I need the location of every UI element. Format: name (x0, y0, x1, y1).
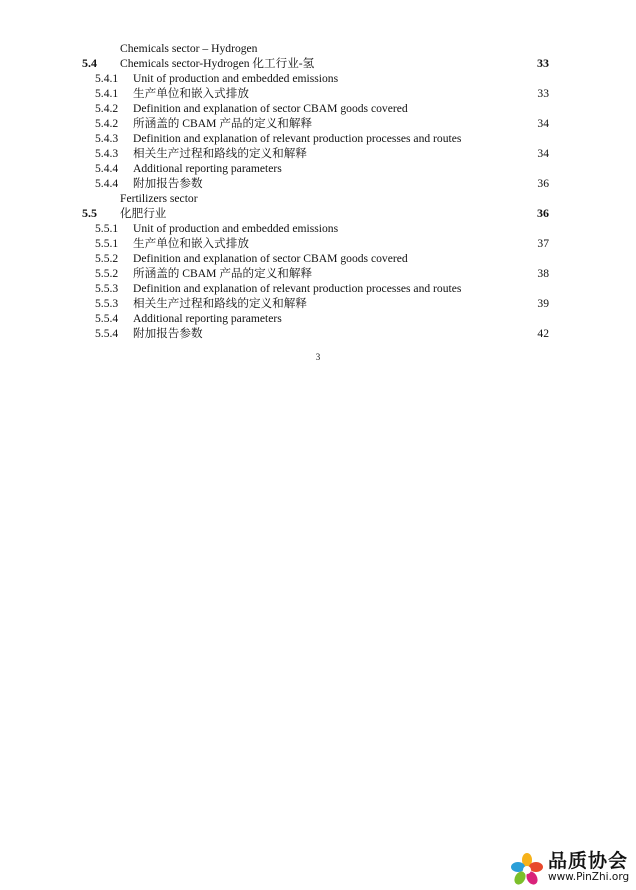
toc-number: 5.4.2 (95, 102, 119, 115)
toc-page-number: 34 (537, 117, 549, 130)
toc-heading-text: Chemicals sector – Hydrogen (120, 42, 258, 55)
toc-page-number: 33 (537, 87, 549, 100)
toc-page-number: 37 (537, 237, 549, 250)
page-footer-number: 3 (315, 352, 321, 362)
toc-number: 5.4.3 (95, 132, 119, 145)
toc-page-number: 34 (537, 147, 549, 160)
toc-number: 5.5.4 (95, 312, 119, 325)
toc-title[interactable]: Chemicals sector-Hydrogen 化工行业-氢 (120, 57, 315, 70)
toc-number: 5.5.2 (95, 252, 119, 265)
toc-entry-5-4[interactable] (0, 56, 636, 71)
toc-page-number: 36 (537, 177, 549, 190)
toc-title[interactable]: Unit of production and embedded emissions (133, 222, 339, 235)
toc-page-number: 33 (537, 56, 549, 70)
toc-entry-5-5-3-en[interactable] (0, 281, 636, 296)
toc-number: 5.5.3 (95, 297, 119, 310)
toc-number: 5.4.2 (95, 117, 119, 130)
toc-entry-5-4-4-cn[interactable] (0, 176, 636, 191)
toc-entry-5-5-1-en[interactable] (0, 221, 636, 236)
toc-page-number: 36 (537, 206, 549, 220)
toc-title[interactable]: 生产单位和嵌入式排放 (133, 87, 249, 100)
toc-entry-5-5-1-cn[interactable] (0, 236, 636, 251)
toc-title[interactable]: 相关生产过程和路线的定义和解释 (133, 297, 307, 310)
toc-number: 5.4.1 (95, 87, 119, 100)
toc-heading-hydrogen (0, 41, 636, 56)
toc-entry-5-5-2-en[interactable] (0, 251, 636, 266)
toc-title[interactable]: Definition and explanation of sector CBAM goods covered (133, 102, 408, 115)
toc-page-number: 38 (537, 267, 549, 280)
toc-number: 5.5.1 (95, 222, 119, 235)
toc-entry-5-5-3-cn[interactable] (0, 296, 636, 311)
toc-title[interactable]: Unit of production and embedded emissions (133, 72, 339, 85)
toc-entry-5-5-4-en[interactable] (0, 311, 636, 326)
toc-title[interactable]: 所涵盖的 CBAM 产品的定义和解释 (133, 117, 313, 130)
toc-title[interactable]: Definition and explanation of relevant production processes and routes (133, 132, 462, 145)
toc-entry-5-4-2-cn[interactable] (0, 116, 636, 131)
toc-entry-5-4-1-en[interactable] (0, 71, 636, 86)
toc-title[interactable]: Definition and explanation of relevant production processes and routes (133, 282, 462, 295)
watermark-url: www.PinZhi.org (548, 871, 630, 883)
toc-title[interactable]: Additional reporting parameters (133, 162, 282, 175)
toc-entry-5-5[interactable] (0, 206, 636, 221)
toc-number: 5.4 (82, 56, 97, 70)
toc-number: 5.4.1 (95, 72, 119, 85)
toc-page-number: 42 (537, 327, 549, 340)
toc-number: 5.5.3 (95, 282, 119, 295)
toc-entry-5-4-3-en[interactable] (0, 131, 636, 146)
watermark-logo (508, 848, 632, 886)
toc-entry-5-5-4-cn[interactable] (0, 326, 636, 341)
flower-icon (510, 852, 544, 886)
toc-title[interactable]: Additional reporting parameters (133, 312, 282, 325)
toc-heading-text: Fertilizers sector (120, 192, 198, 205)
toc-number: 5.5.4 (95, 327, 119, 340)
toc-title[interactable]: 化肥行业 (120, 207, 167, 220)
toc-number: 5.4.4 (95, 162, 119, 175)
toc-entry-5-4-4-en[interactable] (0, 161, 636, 176)
toc-title[interactable]: 附加报告参数 (133, 177, 203, 190)
toc-number: 5.4.3 (95, 147, 119, 160)
toc-entry-5-4-2-en[interactable] (0, 101, 636, 116)
toc-title[interactable]: Definition and explanation of sector CBAM goods covered (133, 252, 408, 265)
toc-title[interactable]: 相关生产过程和路线的定义和解释 (133, 147, 307, 160)
toc-title[interactable]: 生产单位和嵌入式排放 (133, 237, 249, 250)
toc-entry-5-5-2-cn[interactable] (0, 266, 636, 281)
toc-heading-fertilizers (0, 191, 636, 206)
toc-title[interactable]: 所涵盖的 CBAM 产品的定义和解释 (133, 267, 313, 280)
watermark-brand: 品质协会 (548, 850, 629, 872)
toc-title[interactable]: 附加报告参数 (133, 327, 203, 340)
toc-number: 5.5.2 (95, 267, 119, 280)
toc-number: 5.5 (82, 206, 97, 220)
toc-page-number: 39 (537, 297, 549, 310)
toc-number: 5.4.4 (95, 177, 119, 190)
toc-entry-5-4-3-cn[interactable] (0, 146, 636, 161)
toc-entry-5-4-1-cn[interactable] (0, 86, 636, 101)
toc-number: 5.5.1 (95, 237, 119, 250)
